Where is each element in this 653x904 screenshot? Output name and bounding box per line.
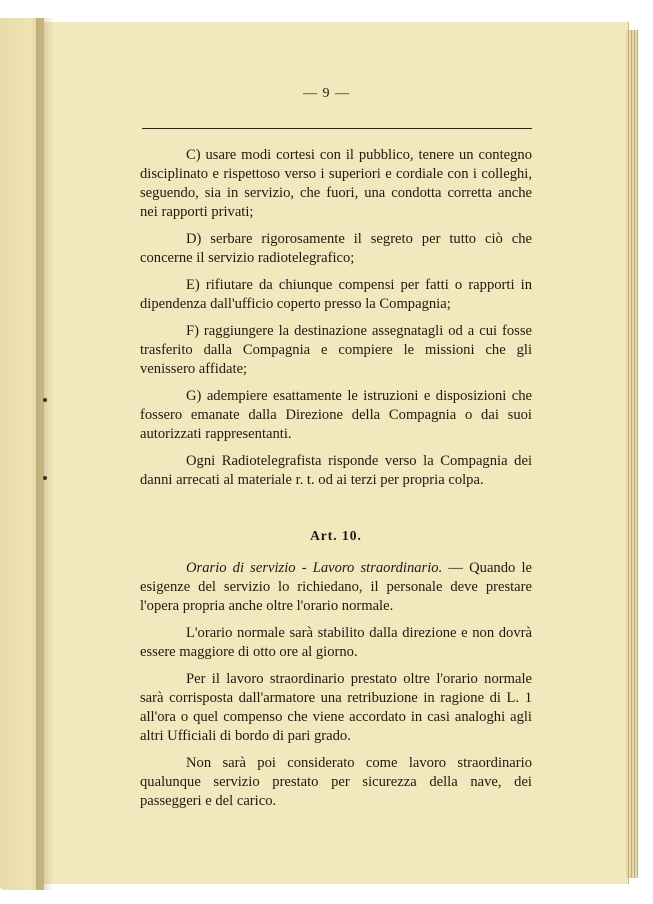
page-stack-edges <box>626 30 638 878</box>
article-lead: Orario di servizio - Lavoro straordinario. <box>186 560 443 576</box>
paragraph-responsibility: Ogni Radiotelegrafista risponde verso la Compagnia dei danni arrecati al materiale r. t. od ai terzi per propria colpa. <box>140 453 532 488</box>
paragraph-safety-service: Non sarà poi considerato come lavoro straordinario qualunque servizio prestato per sicurezza della nave, dei passeggeri e del carico. <box>140 755 532 809</box>
body-text <box>140 146 532 811</box>
paragraph-article-intro <box>140 559 532 616</box>
header-rule <box>142 128 532 129</box>
paragraph-c: C) usare modi cortesi con il pubblico, tenere un contegno disciplinato e rispettoso verso i superiori e cordiale con i colleghi, seguendo, sia in servizio, che fuori, una condotta corretta anche nei rapporti privati; <box>140 147 532 220</box>
paragraph-e: E) rifiutare da chiunque compensi per fatti o rapporti in dipendenza dall'ufficio coperto presso la Compagnia; <box>140 277 532 312</box>
binding-mark <box>43 398 47 402</box>
paragraph-f: F) raggiungere la destinazione assegnatagli od a cui fosse trasferito dalla Compagnia e compiere le missioni che gli venissero affidate; <box>140 323 532 377</box>
article-heading: Art. 10. <box>310 528 362 543</box>
gutter-shadow <box>36 18 54 890</box>
paragraph-d: D) serbare rigorosamente il segreto per tutto ciò che concerne il servizio radiotelegrafico; <box>140 231 532 266</box>
binding-mark <box>43 476 47 480</box>
article-intro-text: — Quando le esigenze del servizio lo richiedano, il personale deve prestare l'opera propria anche oltre l'orario normale. <box>140 560 532 614</box>
paragraph-normal-hours: L'orario normale sarà stabilito dalla direzione e non dovrà essere maggiore di otto ore al giorno. <box>140 625 532 660</box>
paragraph-g: G) adempiere esattamente le istruzioni e disposizioni che fossero emanate dalla Direzione della Compagnia o dai suoi autorizzati rappresentanti. <box>140 388 532 442</box>
page-number: — 9 — <box>303 86 350 101</box>
paragraph-overtime-pay: Per il lavoro straordinario prestato oltre l'orario normale sarà corrisposta dall'armatore una retribuzione in ragione di L. 1 all'ora o quel compenso che viene accordato in casi analoghi agli altri Ufficiali di bordo di pari grado. <box>140 671 532 744</box>
